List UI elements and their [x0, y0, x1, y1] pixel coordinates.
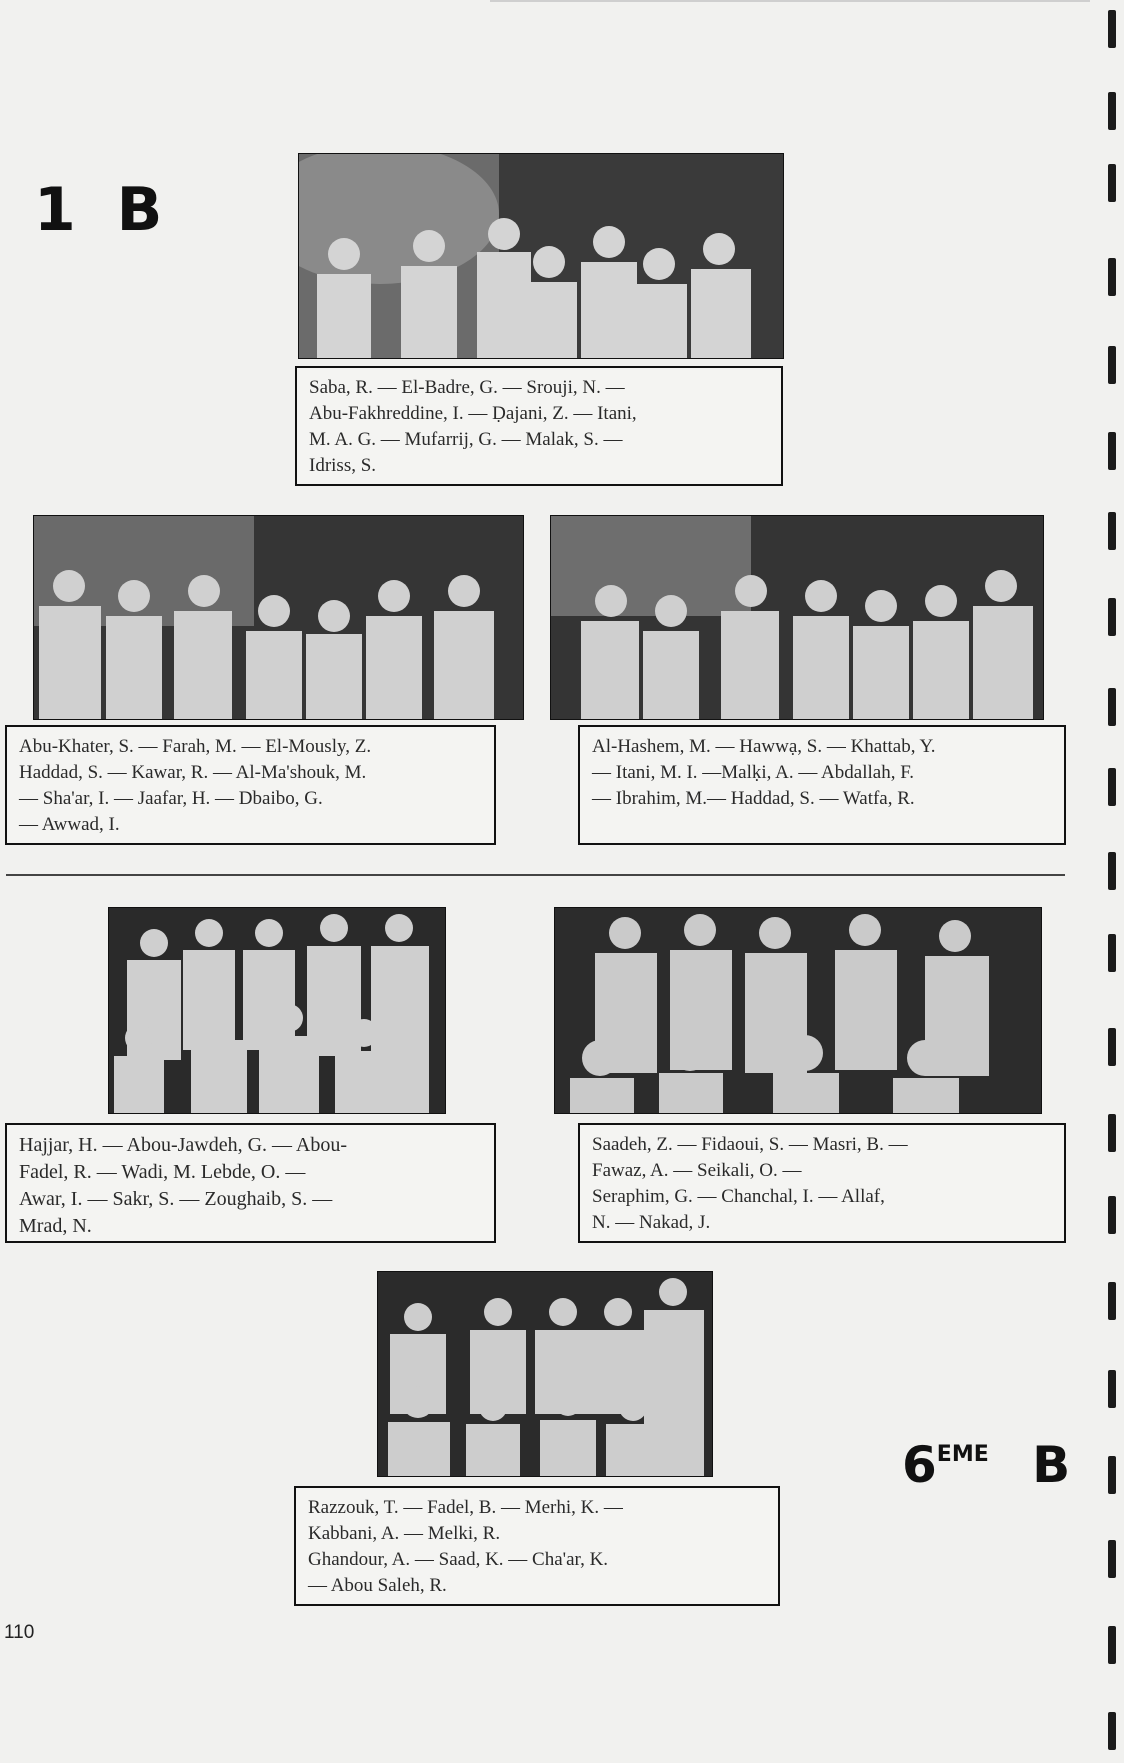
caption-group-6: Razzouk, T. — Fadel, B. — Merhi, K. — Kabbani, A. — Melki, R. Ghandour, A. — Saad, K. — Cha'ar, K. — Abou Saleh, R. [294, 1486, 780, 1606]
caption-group-1: Saba, R. — El-Badre, G. — Srouji, N. — Abu-Fakhreddine, I. — Ḍajani, Z. — Itani, M. A. G. — Mufarrij, G. — Malak, S. — Idriss, S. [295, 366, 783, 486]
page-top-edge [490, 0, 1090, 2]
class-photo-group-5 [554, 907, 1042, 1114]
section-divider [6, 874, 1065, 876]
caption-group-3: Al-Hashem, M. — Hawwạ, S. — Khattab, Y. — Itani, M. I. —Malḳi, A. — Abdallah, F. — Ibrahim, M.— Haddad, S. — Watfa, R. [578, 725, 1066, 845]
section-heading-1b: 1 B [34, 175, 173, 245]
spiral-binding [1102, 0, 1124, 1763]
class-photo-group-2 [33, 515, 524, 720]
page-number: 110 [4, 1622, 35, 1643]
heading-superscript: EME [936, 1442, 989, 1467]
class-photo-group-3 [550, 515, 1044, 720]
caption-group-4: Hajjar, H. — Abou-Jawdeh, G. — Abou- Fadel, R. — Wadi, M. Lebde, O. — Awar, I. — Sakr, S. — Zoughaib, S. — Mrad, N. [5, 1123, 496, 1243]
caption-group-2: Abu-Khater, S. — Farah, M. — El-Mously, Z. Haddad, S. — Kawar, R. — Al-Ma'shouk, M. — Sha'ar, I. — Jaafar, H. — Dbaibo, G. — Awwad, I. [5, 725, 496, 845]
heading-letter: B [1032, 1436, 1071, 1494]
class-photo-group-4 [108, 907, 446, 1114]
class-photo-group-6 [377, 1271, 713, 1477]
class-photo-group-1 [298, 153, 784, 359]
caption-group-5: Saadeh, Z. — Fidaoui, S. — Masri, B. — Fawaz, A. — Seikali, O. — Seraphim, G. — Chanchal, I. — Allaf, N. — Nakad, J. [578, 1123, 1066, 1243]
section-heading-6eme-b [902, 1436, 1071, 1494]
heading-number: 6 [902, 1436, 937, 1494]
